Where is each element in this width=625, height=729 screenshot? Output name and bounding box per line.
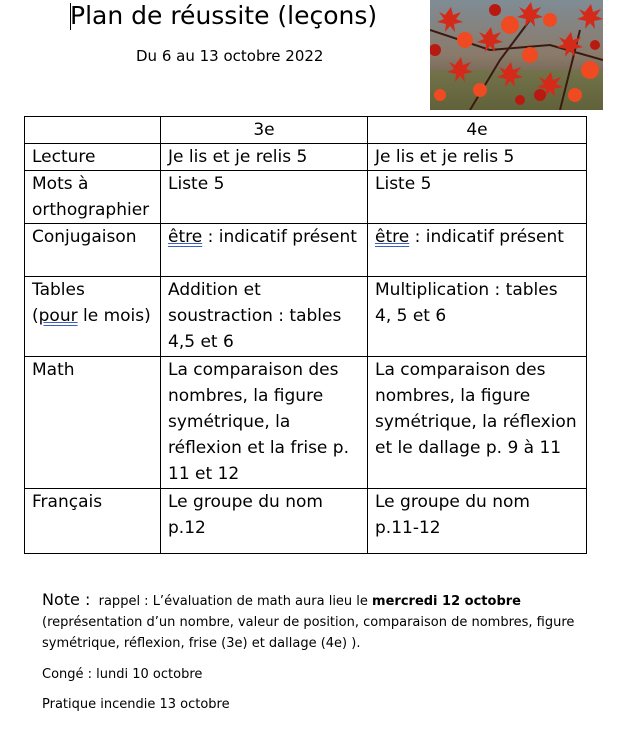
cell-4e: Je lis et je relis 5: [368, 144, 587, 171]
verb-tense: : indicatif présent: [202, 227, 357, 247]
cell-3e: Liste 5: [161, 171, 368, 224]
table-row-tables: [25, 277, 587, 357]
note-rappel: rappel : L’évaluation de math aura lieu le: [98, 594, 373, 609]
note-label: Note :: [42, 590, 91, 609]
page-title: Plan de réussite (leçons): [70, 1, 378, 30]
verb-word: être: [375, 227, 410, 247]
row-label: Français: [25, 489, 161, 554]
table-row-conjugaison: [25, 224, 587, 277]
fire-drill-note: Pratique incendie 13 octobre: [42, 697, 230, 712]
conge-note: Congé : lundi 10 octobre: [42, 667, 203, 682]
eval-date: mercredi 12 octobre: [372, 594, 521, 609]
header-3e: 3e: [161, 117, 368, 144]
table-header-row: [25, 117, 587, 144]
row-label: Conjugaison: [25, 224, 161, 277]
header-4e: 4e: [368, 117, 587, 144]
table-row-math: [25, 357, 587, 489]
cell-4e: [368, 224, 587, 277]
verb-word: être: [168, 227, 203, 247]
label-part: le mois): [77, 306, 151, 326]
cell-4e: Liste 5: [368, 171, 587, 224]
lesson-plan-table: [24, 116, 587, 554]
label-part: Tables: [32, 280, 85, 300]
cell-4e: Le groupe du nom p.11-12: [368, 489, 587, 554]
table-row-lecture: [25, 144, 587, 171]
header-empty-cell: [25, 117, 161, 144]
table-row-mots: [25, 171, 587, 224]
cell-3e: Je lis et je relis 5: [161, 144, 368, 171]
cell-4e: La comparaison des nombres, la figure symétrique, la réflexion et le dallage p. 9 à 11: [368, 357, 587, 489]
row-label: Mots à orthographier: [25, 171, 161, 224]
row-label: Tables (pour le mois): [25, 277, 161, 357]
label-underlined: pour: [38, 306, 78, 326]
cell-4e: Multiplication : tables 4, 5 et 6: [368, 277, 587, 357]
verb-tense: : indicatif présent: [409, 227, 564, 247]
row-label: Lecture: [25, 144, 161, 171]
note-details: (représentation d’un nombre, valeur de position, comparaison de nombres, figure symétrique, réflexion, frise (3e) et dallage (4e) ).: [42, 615, 575, 651]
date-range: Du 6 au 13 octobre 2022: [136, 47, 324, 65]
row-label: Math: [25, 357, 161, 489]
table-row-francais: [25, 489, 587, 554]
cell-3e: [161, 224, 368, 277]
autumn-leaves-image: [430, 0, 603, 110]
cell-3e: Addition et soustraction : tables 4,5 et 6: [161, 277, 368, 357]
cell-3e: Le groupe du nom p.12: [161, 489, 368, 554]
cell-3e: La comparaison des nombres, la figure symétrique, la réflexion et la frise p. 11 et 12: [161, 357, 368, 489]
note-block: [42, 589, 602, 654]
